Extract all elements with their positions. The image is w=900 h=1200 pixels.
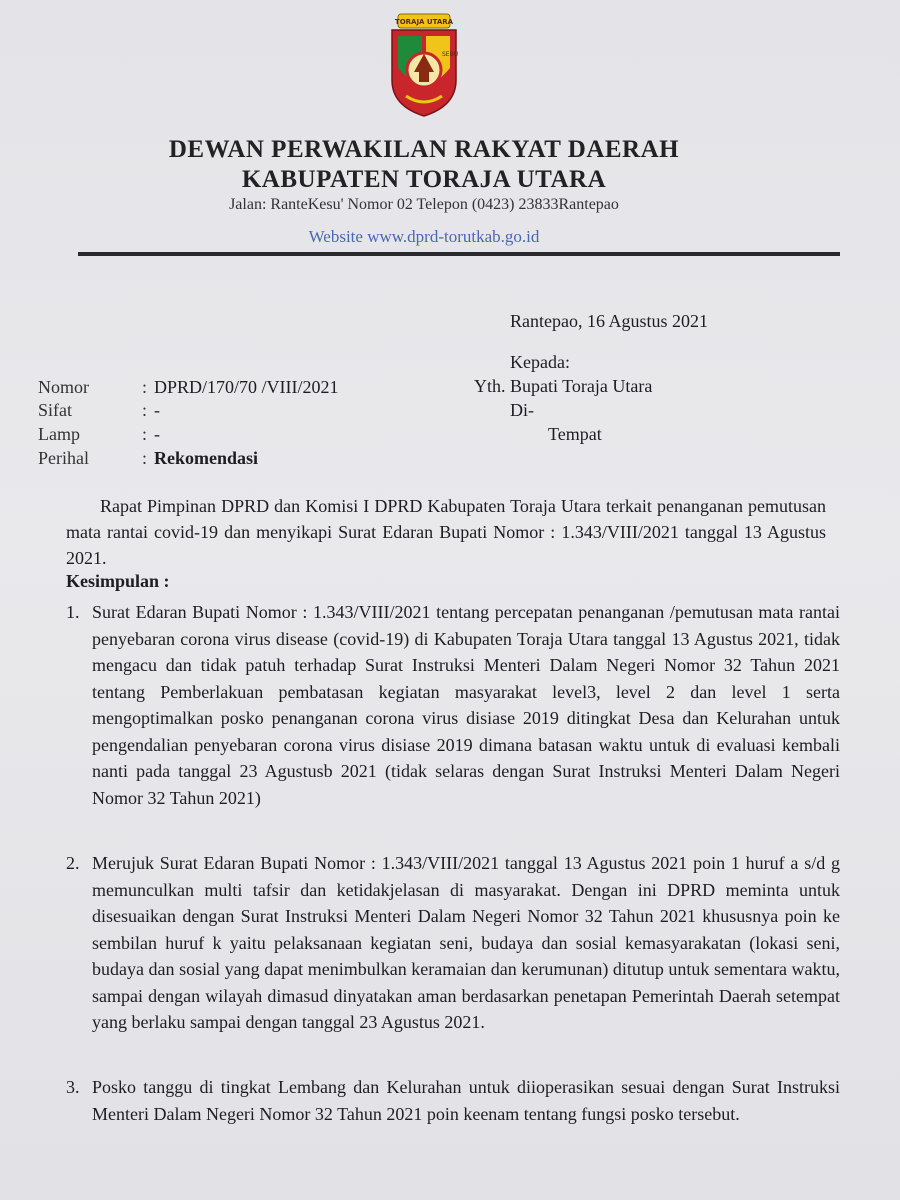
letterhead-regency: KABUPATEN TORAJA UTARA — [241, 166, 607, 193]
recipient-di: Di- — [510, 400, 534, 420]
list-item — [66, 850, 840, 1036]
list-item — [66, 1074, 840, 1127]
letter-date: Rantepao, 16 Agustus 2021 — [510, 311, 708, 331]
list-item-number: 1. — [66, 602, 80, 622]
recipient-kepada: Kepada: — [510, 352, 570, 372]
meta-value-nomor: DPRD/170/70 /VIII/2021 — [154, 377, 339, 397]
meta-value-sifat: - — [154, 400, 160, 420]
meta-label-nomor: Nomor — [38, 377, 89, 397]
meta-label-sifat: Sifat — [38, 400, 72, 420]
letterhead-address: Jalan: RanteKesu' Nomor 02 Telepon (0423) 23833Rantepao — [229, 196, 619, 213]
letterhead-institution: DEWAN PERWAKILAN RAKYAT DAERAH — [168, 136, 680, 163]
toraja-utara-emblem-icon — [384, 10, 464, 118]
meta-value-lamp: - — [154, 424, 160, 444]
svg-text:SEBU: SEBU — [442, 51, 459, 58]
list-item-text: Posko tanggu di tingkat Lembang dan Kelurahan untuk diioperasikan sesuai dengan Surat Instruksi Menteri Dalam Negeri Nomor 32 Tahun 2021 poin keenam tentang fungsi posko tersebut. — [92, 1077, 840, 1124]
meta-label-perihal: Perihal — [38, 448, 89, 468]
meta-value-perihal: Rekomendasi — [154, 448, 259, 468]
meta-colon: : — [142, 400, 148, 420]
list-item-number: 2. — [66, 853, 80, 873]
list-item-text: Merujuk Surat Edaran Bupati Nomor : 1.343/VIII/2021 tanggal 13 Agustus 2021 poin 1 huruf a s/d g memunculkan multi tafsir dan ketidakjelasan di masyarakat. Dengan ini DPRD meminta untuk disesuaikan dengan Surat Instruksi Menteri Dalam Negeri Nomor 32 Tahun 2021 khususnya poin ke sembilan huruf k yaitu pelaksanaan kegiatan seni, budaya dan sosial kemasyarakatan (lokasi seni, budaya dan sosial yang dapat menimbulkan keramaian dan kerumunan) ditutup untuk sementara waktu, sampai dengan wilayah dimasud dinyatakan aman berdasarkan penetapan Pemerintah Daerah setempat yang berlaku sampai dengan tanggal 23 Agustus 2021. — [92, 853, 840, 1032]
intro-paragraph: Rapat Pimpinan DPRD dan Komisi I DPRD Kabupaten Toraja Utara terkait penanganan pemutusan mata rantai covid-19 dan menyikapi Surat Edaran Bupati Nomor : 1.343/VIII/2021 tanggal 13 Agustus 2021. — [66, 496, 826, 568]
list-item-number: 3. — [66, 1077, 80, 1097]
recipient-name: Yth. Bupati Toraja Utara — [474, 376, 653, 396]
meta-label-lamp: Lamp — [38, 424, 80, 444]
svg-text:TORAJA UTARA: TORAJA UTARA — [394, 18, 454, 26]
list-item-text: Surat Edaran Bupati Nomor : 1.343/VIII/2021 tentang percepatan penanganan /pemutusan mata rantai penyebaran corona virus disease (covid-19) di Kabupaten Toraja Utara tanggal 13 Agustus 2021, tidak mengacu dan tidak patuh terhadap Surat Instruksi Menteri Dalam Negeri Nomor 32 Tahun 2021 tentang Pemberlakuan pembatasan kegiatan masyarakat level3, level 2 dan level 1 serta mengoptimalkan posko penanganan corona virus disiase 2019 ditingkat Desa dan Kelurahan untuk pengendalian penyebaran corona virus disiase 2019 dimana batasan waktu untuk di evaluasi kembali nanti pada tanggal 23 Agustusb 2021 (tidak selaras dengan Surat Instruksi Menteri Dalam Negeri Nomor 32 Tahun 2021) — [92, 602, 840, 808]
letterhead-website: Website www.dprd-torutkab.go.id — [308, 227, 540, 246]
kesimpulan-heading: Kesimpulan : — [66, 571, 170, 591]
list-item — [66, 599, 840, 811]
meta-colon: : — [142, 448, 148, 468]
meta-colon: : — [142, 377, 148, 397]
recipient-tempat: Tempat — [548, 424, 602, 444]
letterhead-divider — [78, 252, 840, 256]
meta-colon: : — [142, 424, 148, 444]
